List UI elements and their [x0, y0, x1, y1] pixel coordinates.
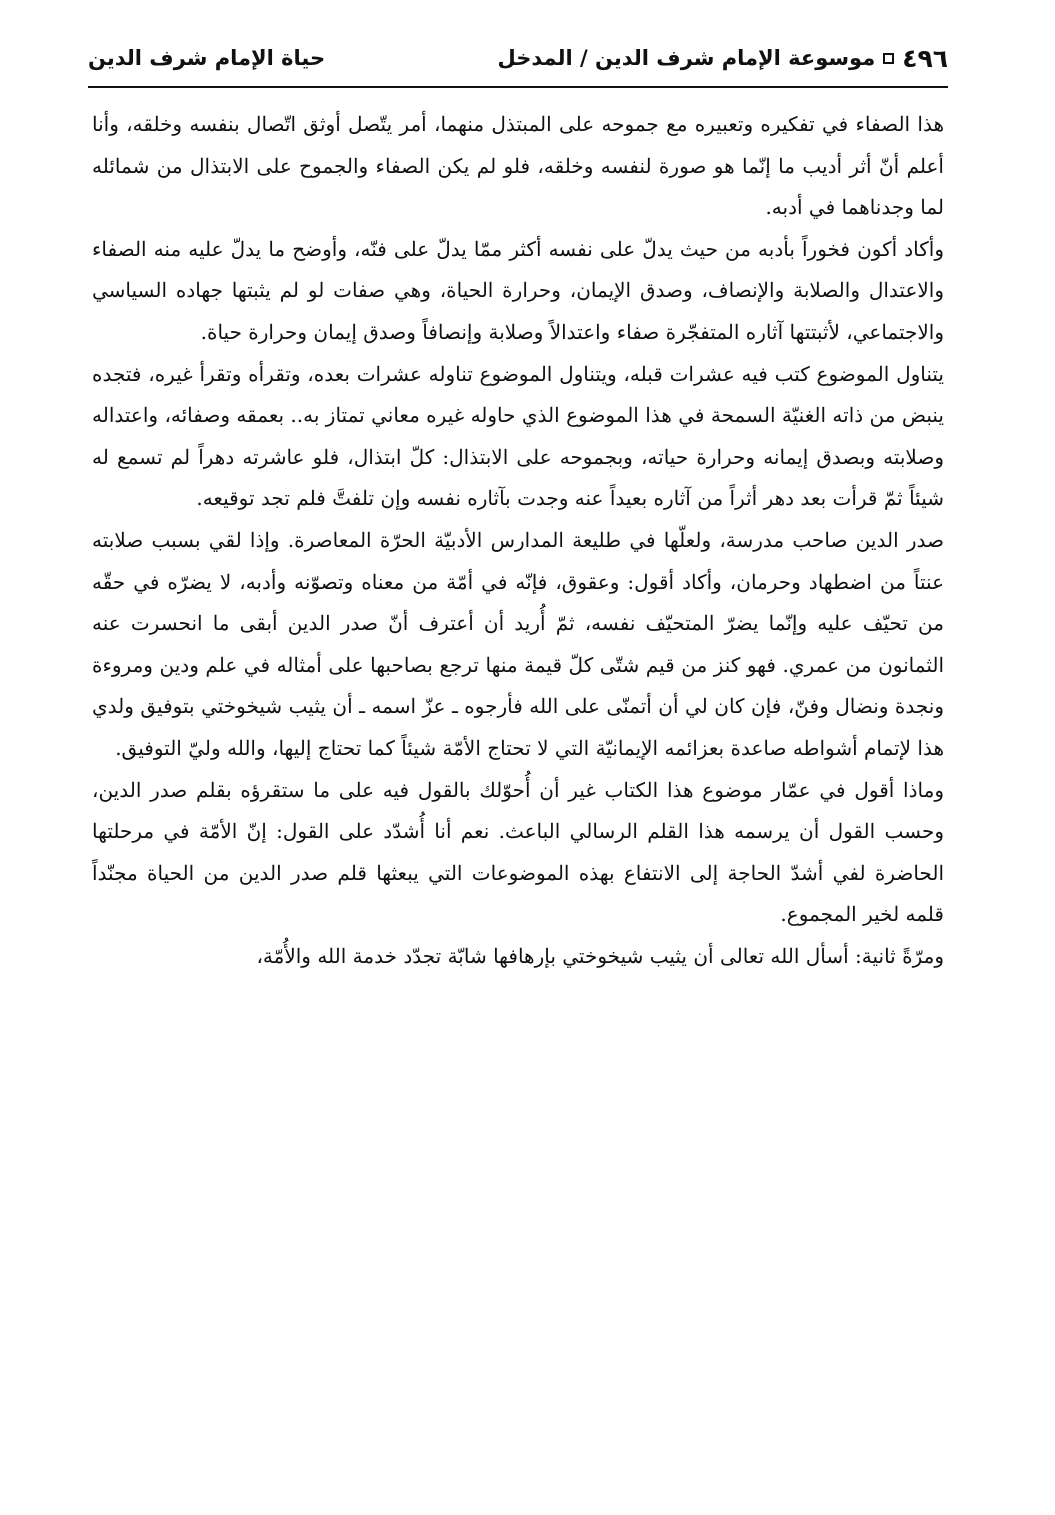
running-header — [88, 38, 948, 78]
paragraph-5: وماذا أقول في عمّار موضوع هذا الكتاب غير أن أُحوّلك بالقول فيه على ما ستقرؤه بقلم صدر الدين، وحسب القول أن يرسمه هذا القلم الرسالي الباعث. نعم أنا أُشدّد على القول: إنّ الأمّة في مرحلتها الحاضرة لفي أشدّ الحاجة إلى الانتفاع بهذه الموضوعات التي يبعثها قلم صدر الدين من الحياة مجنّداً قلمه لخير المجموع. — [92, 777, 944, 927]
square-separator-icon — [883, 53, 894, 64]
paragraph-1: هذا الصفاء في تفكيره وتعبيره مع جموحه على المبتذل منهما، أمر يتّصل أوثق اتّصال بنفسه وخلقه، وأنا أعلم أنّ أثر أديب ما إنّما هو صورة لنفسه وخلقه، فلو لم يكن الصفاء والجموح على الابتذال من شمائله لما وجدناهما في أدبه. — [92, 112, 944, 220]
paragraph-2: وأكاد أكون فخوراً بأدبه من حيث يدلّ على نفسه أكثر ممّا يدلّ على فنّه، وأوضح ما يدلّ عليه منه الصفاء والاعتدال والصلابة والإنصاف، وصدق الإيمان، وحرارة الحياة، وهي صفات لو لم يثبتها جهاده السياسي والاجتماعي، لأثبتتها آثاره المتفجّرة صفاء واعتدالاً وصلابة وإنصافاً وصدق إيمان وحرارة حياة. — [92, 236, 945, 344]
paragraph-4: صدر الدين صاحب مدرسة، ولعلّها في طليعة المدارس الأدبيّة الحرّة المعاصرة. وإذا لقي بسبب صلابته عنتاً من اضطهاد وحرمان، وأكاد أقول: وعقوق، فإنّه في أمّة من معناه وتصوّنه وأدبه، لا يضرّه في حقّه من تحيّف عليه وإنّما يضرّ المتحيّف نفسه، ثمّ أُريد أن أعترف أنّ صدر الدين أبقى ما انحسرت عنه الثمانون من عمري. فهو كنز من قيم شتّى كلّ قيمة منها ترجع بصاحبها على أمثاله في علم ودين ومروءة ونجدة ونضال وفنّ، فإن كان لي أن أتمنّى على الله فأرجوه ـ عزّ اسمه ـ أن يثيب شيخوختي بتوفيق ولدي هذا لإتمام أشواطه صاعدة بعزائمه الإيمانيّة التي لا تحتاج الأمّة شيئاً كما تحتاج إليها، والله وليّ التوفيق. — [92, 527, 945, 760]
paragraph-6: ومرّةً ثانية: أسأل الله تعالى أن يثيب شيخوختي بإرهافها شابّة تجدّد خدمة الله والأُمّة، — [256, 943, 944, 968]
section-title: حياة الإمام شرف الدين — [88, 46, 326, 70]
book-title: موسوعة الإمام شرف الدين / المدخل — [497, 46, 876, 70]
header-divider — [88, 86, 948, 88]
page-number: ٤٩٦ — [902, 43, 948, 73]
header-right-group — [498, 44, 948, 73]
body-text — [92, 104, 944, 977]
paragraph-3: يتناول الموضوع كتب فيه عشرات قبله، ويتناول الموضوع تناوله عشرات بعده، وتقرأه وتقرأ غيره، فتجده ينبض من ذاته الغنيّة السمحة في هذا الموضوع الذي حاوله غيره معاني تمتاز به.. بعمقه وصفائه، واعتداله وصلابته وبصدق إيمانه وحرارة حياته، وبجموحه على الابتذال: كلّ ابتذال، فلو عاشرته دهراً لم تسمع له شيئاً ثمّ قرأت بعد دهر أثراً من آثاره بعيداً عنه وجدت بآثاره نفسه وإن تلفتَّ فلم تجد توقيعه. — [92, 361, 944, 511]
